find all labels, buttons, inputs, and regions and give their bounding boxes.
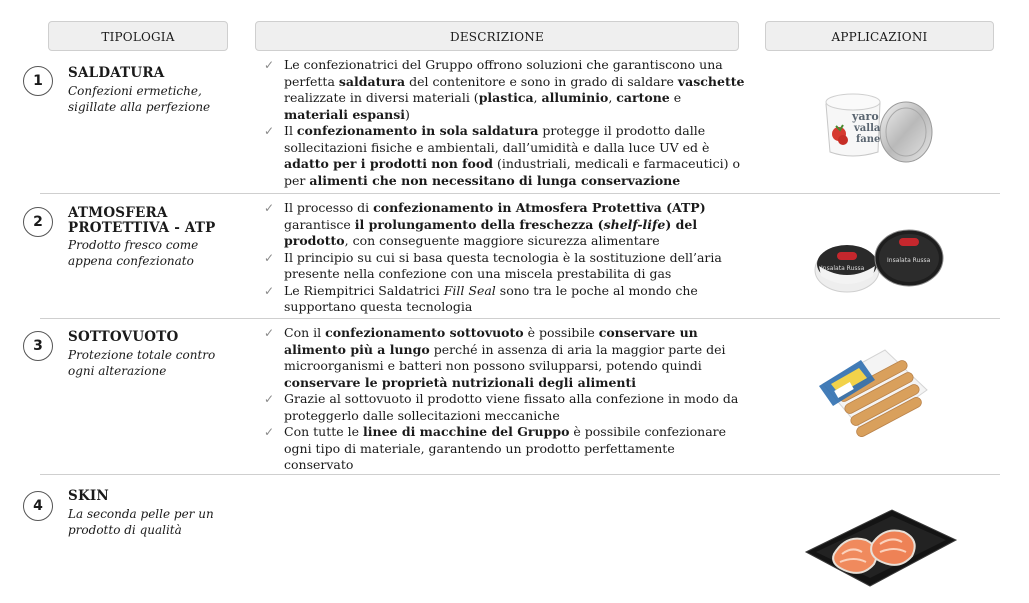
- description-bullet: ✓ Le confezionatrici del Gruppo offrono soluzioni che garantiscono una perfetta saldatura del contenitore e sono in grado di saldare vaschette realizzate in diversi materiali (plastica, alluminio, cartone e materiali espansi): [264, 57, 745, 122]
- row-number-badge: 2: [23, 207, 53, 237]
- tray-label-text: Insalata Russa: [821, 265, 865, 272]
- row-description: [264, 325, 746, 474]
- row-subtitle-line: ogni alterazione: [68, 364, 167, 378]
- column-header-applicazioni: APPLICAZIONI: [765, 21, 994, 51]
- row-number-badge: 3: [23, 331, 53, 361]
- row-title: [68, 66, 258, 81]
- description-bullet: ✓ Le Riempitrici Saldatrici Fill Seal sono tra le poche al mondo che supportano questa tecnologia: [264, 282, 698, 314]
- row-subtitle-line: Protezione totale contro: [68, 348, 216, 362]
- row-subtitle: [68, 347, 243, 379]
- row-title-line: SKIN: [68, 488, 109, 504]
- row-divider: [40, 318, 1000, 319]
- row-title: [68, 489, 258, 504]
- row-subtitle: [68, 506, 243, 538]
- description-bullet: ✓ Il processo di confezionamento in Atmosfera Protettiva (ATP) garantisce il prolungamento della freschezza (shelf-life) del prodotto, con conseguente maggiore sicurezza alimentare: [264, 200, 706, 248]
- description-bullet: ✓ Grazie al sottovuoto il prodotto viene fissato alla confezione in modo da proteggerlo dalle sollecitazioni meccaniche: [264, 391, 739, 423]
- description-bullet: ✓ Con tutte le linee di macchine del Gruppo è possibile confezionare ogni tipo di materiale, garantendo un prodotto perfettamente conservato: [264, 424, 727, 472]
- column-header-descrizione: DESCRIZIONE: [255, 21, 739, 51]
- checkmark-icon: ✓: [264, 392, 275, 406]
- checkmark-icon: ✓: [264, 201, 275, 215]
- row-subtitle-line: Confezioni ermetiche,: [68, 84, 202, 98]
- row-subtitle: [68, 83, 243, 115]
- row-subtitle: [68, 237, 243, 269]
- row-divider: [40, 193, 1000, 194]
- row-description: [264, 57, 746, 189]
- checkmark-icon: ✓: [264, 425, 275, 439]
- description-bullet: ✓ Il principio su cui si basa questa tecnologia è la sostituzione dell’aria presente nella confezione con una miscela prestabilita di gas: [264, 249, 722, 281]
- description-bullet: ✓ Con il confezionamento sottovuoto è possibile conservare un alimento più a lungo perché in assenza di aria la maggior parte dei microorganismi e batteri non possono svilupparsi, potendo quindi conservare le proprietà nutrizionali degli alimenti: [264, 325, 726, 390]
- atp-trays-image: [813, 226, 948, 296]
- checkmark-icon: ✓: [264, 58, 275, 72]
- row-title-line: SALDATURA: [68, 65, 165, 81]
- yogurt-label-text: yaro: [852, 110, 879, 123]
- yogurt-label-text: valla: [854, 123, 881, 134]
- checkmark-icon: ✓: [264, 283, 275, 298]
- row-subtitle-line: prodotto di qualità: [68, 523, 182, 537]
- row-description: [264, 200, 746, 316]
- row-number-badge: 4: [23, 491, 53, 521]
- row-title-line: SOTTOVUOTO: [68, 329, 179, 345]
- yogurt-cup-image: [818, 88, 936, 168]
- checkmark-icon: ✓: [264, 250, 275, 265]
- column-header-tipologia: TIPOLOGIA: [48, 21, 228, 51]
- row-subtitle-line: appena confezionato: [68, 254, 194, 268]
- row-title: [68, 206, 258, 236]
- row-title: [68, 330, 258, 345]
- row-number-badge: 1: [23, 66, 53, 96]
- skin-salmon-image: [800, 506, 960, 590]
- row-divider: [40, 474, 1000, 475]
- vacuum-sausages-image: [815, 346, 933, 438]
- yogurt-label-text: fane: [856, 134, 881, 145]
- row-title-line: ATMOSFERA: [68, 205, 168, 221]
- row-subtitle-line: La seconda pelle per un: [68, 507, 214, 521]
- row-subtitle-line: sigillate alla perfezione: [68, 100, 211, 114]
- tray-label-text: Insalata Russa: [887, 257, 931, 264]
- row-title-line: PROTETTIVA - ATP: [68, 220, 216, 236]
- description-bullet: ✓ Il confezionamento in sola saldatura protegge il prodotto dalle sollecitazioni fisiche e ambientali, dall’umidità e dalla luce UV ed è adatto per i prodotti non food (industriali, medicali e farmaceutici) o per alimenti che non necessitano di lunga conservazione: [264, 123, 740, 188]
- row-subtitle-line: Prodotto fresco come: [68, 238, 199, 252]
- checkmark-icon: ✓: [264, 124, 275, 138]
- checkmark-icon: ✓: [264, 326, 275, 340]
